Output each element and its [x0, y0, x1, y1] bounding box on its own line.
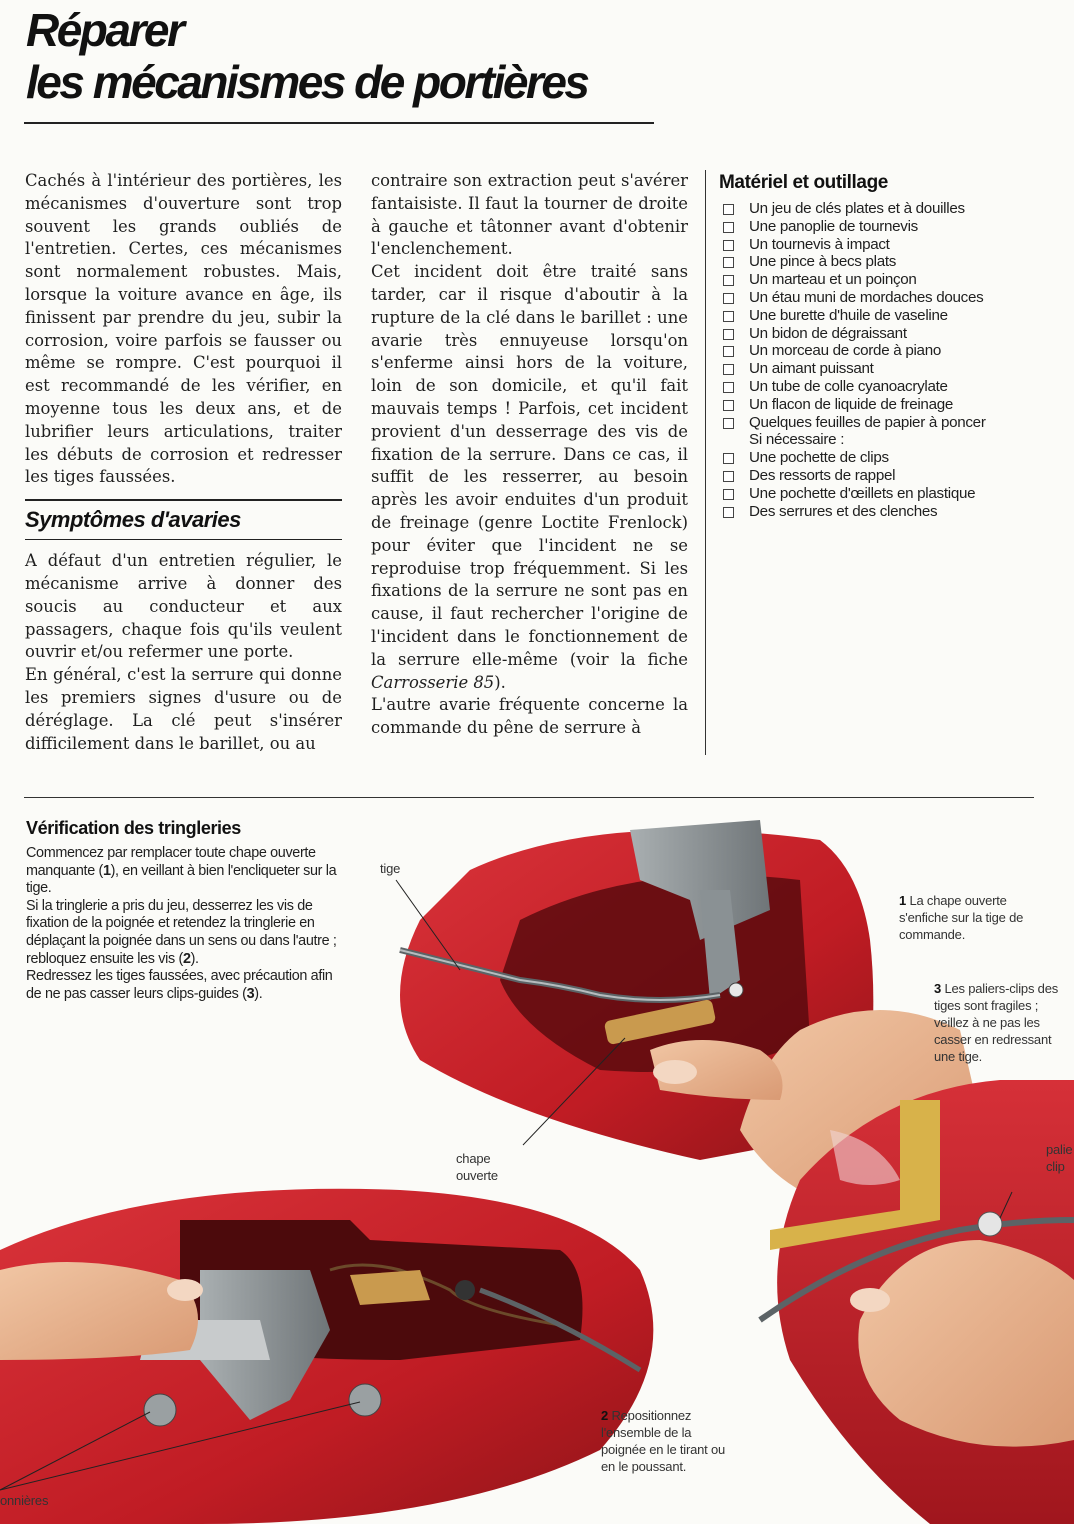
section-rule-top	[25, 499, 342, 501]
ver-p3a: Redressez les tiges faussées, avec précaution afin de ne pas casser leurs clips-guides (	[26, 968, 333, 1002]
materials-item	[721, 414, 1061, 432]
materials-subtitle	[721, 431, 1061, 449]
col2-paragraph-2-end: ).	[494, 672, 506, 692]
materials-item	[721, 378, 1061, 396]
materials-item	[721, 485, 1061, 503]
materials-item-label: Une pochette de clips	[749, 449, 889, 467]
ver-ref-1: 1	[102, 862, 111, 879]
materials-list	[721, 200, 1061, 520]
materials-item	[721, 467, 1061, 485]
checkbox-icon	[723, 204, 734, 215]
materials-item	[721, 307, 1061, 325]
caption-1-text: La chape ouverte s'enfiche sur la tige de commande.	[899, 893, 1024, 942]
checkbox-icon	[723, 346, 734, 357]
materials-item-label: Un tube de colle cyanoacrylate	[749, 377, 948, 395]
fiche-reference: Carrosserie 85	[371, 672, 495, 692]
ver-p2a: Si la tringlerie a pris du jeu, desserrez les vis de fixation de la poignée et retendez la tringlerie en déplaçant la poignée dans un sens ou dans l'autre ; rebloquez ensuite les vis (	[26, 897, 337, 967]
materials-item-label: Si nécessaire :	[749, 431, 845, 449]
checkbox-icon	[723, 489, 734, 500]
materials-item-label: Un bidon de dégraissant	[749, 324, 907, 342]
column-1	[25, 170, 342, 755]
symptoms-paragraph-2: En général, c'est la serrure qui donne les premiers signes d'usure ou de déréglage. La clé peut s'insérer difficilement dans le barillet, ou au	[25, 665, 342, 753]
materials-item-label: Une pince à becs plats	[749, 253, 897, 271]
ver-p3b: ).	[254, 985, 263, 1002]
materials-item	[721, 200, 1061, 218]
checkbox-icon	[723, 293, 734, 304]
ver-ref-3: 3	[246, 985, 255, 1002]
materials-item	[721, 218, 1061, 236]
title-line-1: Réparer	[26, 4, 183, 56]
col2-paragraph-1: contraire son extraction peut s'avérer fantaisiste. Il faut la tourner de droite à gauche et tâtonner avant d'obtenir l'enclenchement.	[371, 171, 688, 259]
materials-item-label: Un aimant puissant	[749, 360, 874, 378]
col2-paragraph-2-text: Cet incident doit être traité sans tarder, car il risque d'aboutir à la rupture de la clé dans le barillet : une avarie très ennuyeuse lorsqu'on s'enferme ainsi hors de la voiture, loin de son domicile, et qu'il fait mauvais temps ! Parfois, cet incident provient d'un desserrage des vis de fixation de la serrure. Dans ce cas, il suffit de les resserrer, au besoin après les avoir enduites d'un produit de freinage (genre Loctite Frenlock) pour éviter que l'incident ne se reproduise trop fréquemment. Si les fixations de la serrure ne sont pas en cause, il faut rechercher l'origine de l'incident dans le fonctionnement de la serrure elle-même (voir la fiche	[371, 262, 688, 669]
symptoms-paragraph-1: A défaut d'un entretien régulier, le mécanisme arrive à donner des soucis au conducteur et aux passagers, chaque fois qu'ils veulent ouvrir et/ou refermer une porte.	[25, 551, 342, 662]
materials-heading: Matériel et outillage	[719, 172, 888, 193]
title-line-2: les mécanismes de portières	[26, 56, 588, 108]
caption-3-text: Les paliers-clips des tiges sont fragiles ; veillez à ne pas les casser en redressant une tige.	[934, 981, 1059, 1064]
section-rule-bottom	[25, 539, 342, 540]
caption-1	[899, 892, 1029, 943]
materials-item-label: Quelques feuilles de papier à poncer	[749, 413, 986, 431]
materials-item	[721, 342, 1061, 360]
caption-1-number: 1	[899, 893, 907, 908]
materials-item-label: Une panoplie de tournevis	[749, 217, 918, 235]
materials-item	[721, 325, 1061, 343]
materials-item-label: Des ressorts de rappel	[749, 466, 896, 484]
checkbox-icon	[723, 364, 734, 375]
materials-item-label: Une pochette d'œillets en plastique	[749, 484, 976, 502]
materials-item	[721, 253, 1061, 271]
ver-ref-2: 2	[182, 950, 191, 967]
caption-2-number: 2	[601, 1408, 609, 1423]
checkbox-icon	[723, 471, 734, 482]
caption-3	[934, 980, 1074, 1065]
label-chape-ouverte: chape ouverte	[456, 1151, 498, 1183]
materials-item	[721, 236, 1061, 254]
section-divider	[24, 797, 1034, 798]
ver-p1a: Commencez par remplacer toute chape ouverte manquante (	[26, 845, 316, 879]
verification-heading: Vérification des tringleries	[26, 818, 241, 838]
checkbox-icon	[723, 418, 734, 429]
materials-item	[721, 289, 1061, 307]
materials-item	[721, 503, 1061, 521]
materials-item-label: Des serrures et des clenches	[749, 502, 938, 520]
symptoms-heading: Symptômes d'avaries	[25, 507, 241, 533]
col2-paragraph-3: L'autre avarie fréquente concerne la commande du pêne de serrure à	[371, 695, 688, 738]
page-title	[26, 4, 588, 108]
checkbox-icon	[723, 382, 734, 393]
caption-2	[601, 1407, 726, 1475]
label-charnieres: onnières	[0, 1493, 49, 1508]
figure-2-poignee-illustration	[0, 1189, 653, 1524]
label-palier-clip: palie clip	[1046, 1142, 1073, 1174]
title-rule	[24, 122, 654, 124]
materials-item	[721, 360, 1061, 378]
checkbox-icon	[723, 240, 734, 251]
materials-item	[721, 449, 1061, 467]
checkbox-icon	[723, 311, 734, 322]
materials-item-label: Un flacon de liquide de freinage	[749, 395, 954, 413]
ver-p2b: ).	[190, 950, 199, 967]
materials-item	[721, 271, 1061, 289]
checkbox-icon	[723, 400, 734, 411]
column-divider	[705, 170, 706, 755]
ver-p1b: ), en veillant à bien l'encliqueter sur la tige.	[26, 862, 337, 897]
materials-item-label: Une burette d'huile de vaseline	[749, 306, 948, 324]
materials-item-label: Un marteau et un poinçon	[749, 271, 917, 289]
intro-paragraph: Cachés à l'intérieur des portières, les mécanismes d'ouverture sont trop souvent les grands oubliés de l'entretien. Certes, ces mécanismes sont normalement robustes. Mais, lorsque la voiture avance en âge, ils finissent par prendre du jeu, subir la corrosion, voire parfois se fausser ou même se rompre. C'est pourquoi il est recommandé de les vérifier, en moyenne tous les deux ans, et de lubrifier leurs articulations, traiter les débuts de corrosion et redresser les tiges faussées.	[25, 171, 342, 487]
checkbox-icon	[723, 507, 734, 518]
checkbox-icon	[723, 275, 734, 286]
checkbox-icon	[723, 222, 734, 233]
caption-2-text: Repositionnez l'ensemble de la poignée en le tirant ou en le poussant.	[601, 1408, 726, 1474]
materials-item	[721, 396, 1061, 414]
checkbox-icon	[723, 257, 734, 268]
checkbox-icon	[723, 329, 734, 340]
materials-item-label: Un morceau de corde à piano	[749, 342, 941, 360]
materials-item-label: Un tournevis à impact	[749, 235, 890, 253]
caption-3-number: 3	[934, 981, 942, 996]
checkbox-icon	[723, 453, 734, 464]
label-tige: tige	[380, 861, 401, 876]
column-2	[371, 170, 688, 740]
materials-item-label: Un étau muni de mordaches douces	[749, 288, 984, 306]
col2-paragraph-2	[371, 261, 688, 694]
materials-item-label: Un jeu de clés plates et à douilles	[749, 200, 965, 217]
